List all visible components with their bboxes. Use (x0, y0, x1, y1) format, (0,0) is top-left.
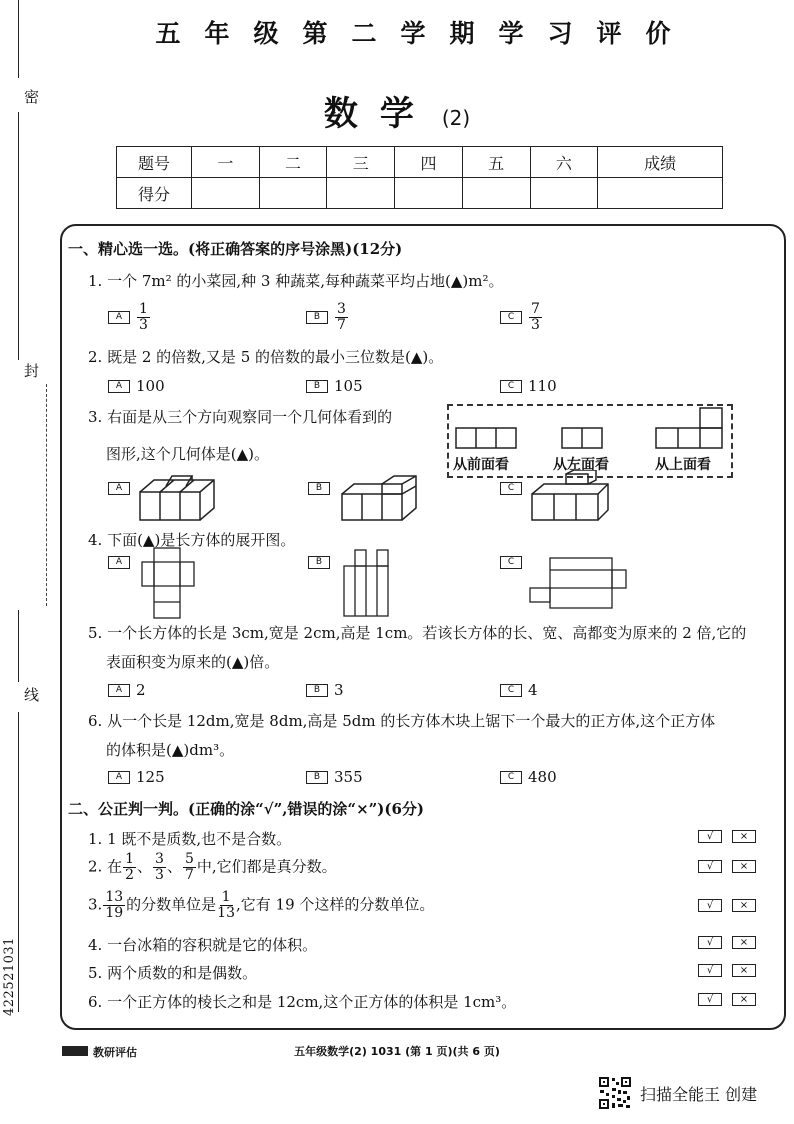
score-header-cell: 三 (327, 147, 395, 178)
tf-answer-2 (698, 860, 756, 873)
q4-option-c-bubble[interactable]: C (500, 556, 522, 569)
numerator: 1 (125, 851, 135, 867)
numerator: 1 (139, 301, 148, 317)
front-view-label: 从前面看 (453, 457, 509, 473)
binding-char-mi: 密 (24, 88, 40, 106)
text: 中,它们都是真分数。 (196, 857, 337, 876)
score-header-cell: 六 (530, 147, 598, 178)
score-cell[interactable] (327, 178, 395, 209)
true-box[interactable]: √ (698, 993, 722, 1006)
score-header-cell: 题号 (117, 147, 192, 178)
text: 2. 在 (88, 857, 123, 876)
tf-statement-2 (88, 852, 337, 883)
false-box[interactable]: × (732, 993, 756, 1006)
numerator: 1 (221, 889, 231, 905)
footer-publisher: 教研评估 (93, 1046, 137, 1059)
option-value: 3 (334, 681, 344, 699)
q6-option-a[interactable] (108, 768, 165, 786)
numerator: 3 (337, 301, 346, 317)
score-row-label: 得分 (117, 178, 192, 209)
true-box[interactable]: √ (698, 964, 722, 977)
q4-option-a-bubble[interactable]: A (108, 556, 130, 569)
fraction (123, 852, 136, 883)
q6-text-line2: 的体积是(▲)dm³。 (106, 741, 235, 759)
denominator: 19 (105, 905, 124, 921)
subject-title (0, 86, 794, 135)
option-value: 355 (334, 768, 363, 786)
scanner-watermark (598, 1076, 757, 1110)
score-header-cell: 一 (192, 147, 260, 178)
q3-option-a-solid (138, 474, 224, 522)
option-value: 480 (528, 768, 557, 786)
false-box[interactable]: × (732, 899, 756, 912)
option-bubble[interactable]: C (500, 311, 522, 324)
false-box[interactable]: × (732, 936, 756, 949)
q2-option-a[interactable] (108, 377, 165, 395)
option-value: 100 (136, 377, 165, 395)
q4-option-a-net (140, 546, 202, 620)
numerator: 13 (105, 889, 124, 905)
scanner-label: 扫描全能王 创建 (640, 1084, 758, 1104)
text: ,它有 19 个这样的分数单位。 (235, 895, 435, 914)
tf-answer-6 (698, 993, 756, 1006)
true-box[interactable]: √ (698, 860, 722, 873)
option-bubble[interactable]: B (306, 771, 328, 784)
q1-text: 1. 一个 7m² 的小菜园,种 3 种蔬菜,每种蔬菜平均占地(▲)m²。 (88, 272, 504, 290)
footer-page-info: 五年级数学(2) 1031 (第 1 页)(共 6 页) (294, 1045, 500, 1058)
subject-edition: (2) (441, 106, 471, 130)
false-box[interactable]: × (732, 964, 756, 977)
top-view-label: 从上面看 (655, 457, 711, 473)
true-box[interactable]: √ (698, 936, 722, 949)
binding-dashed-box (8, 384, 47, 606)
tf-statement-1: 1. 1 既不是质数,也不是合数。 (88, 830, 292, 848)
denominator: 3 (531, 317, 540, 333)
q3-option-c-bubble[interactable]: C (500, 482, 522, 495)
option-value: 105 (334, 377, 363, 395)
numerator: 7 (531, 301, 540, 317)
score-cell[interactable] (530, 178, 598, 209)
q2-text: 2. 既是 2 的倍数,又是 5 的倍数的最小三位数是(▲)。 (88, 348, 444, 366)
score-table-score-row (117, 178, 723, 209)
binding-id-number: 422521031 (2, 937, 17, 1016)
score-cell[interactable] (598, 178, 723, 209)
score-cell[interactable] (395, 178, 463, 209)
binding-strip (0, 0, 60, 1124)
score-header-cell: 成绩 (598, 147, 723, 178)
false-box[interactable]: × (732, 830, 756, 843)
denominator: 2 (125, 867, 135, 883)
q4-option-c-net (528, 556, 630, 612)
top-view-figure (655, 406, 725, 450)
binding-line (18, 712, 19, 1012)
q5-option-a[interactable] (108, 681, 146, 699)
option-value: 2 (136, 681, 146, 699)
option-bubble[interactable]: B (306, 684, 328, 697)
fraction (103, 890, 125, 921)
score-cell[interactable] (259, 178, 327, 209)
q3-option-a-bubble[interactable]: A (108, 482, 130, 495)
binding-char-xian: 线 (24, 686, 40, 704)
option-bubble[interactable]: B (306, 380, 328, 393)
q2-option-c[interactable] (500, 377, 557, 395)
q3-option-b-solid (340, 474, 426, 522)
denominator: 13 (217, 905, 235, 921)
score-cell[interactable] (192, 178, 260, 209)
numerator: 3 (155, 851, 164, 867)
score-cell[interactable] (462, 178, 530, 209)
q6-option-b[interactable] (306, 768, 363, 786)
q4-option-b-net (342, 548, 392, 620)
q5-option-c[interactable] (500, 681, 538, 699)
q1-option-a[interactable] (108, 302, 151, 333)
q2-option-b[interactable] (306, 377, 363, 395)
q5-option-b[interactable] (306, 681, 344, 699)
option-value: 110 (528, 377, 557, 395)
q4-option-b-bubble[interactable]: B (308, 556, 330, 569)
fraction (529, 302, 542, 333)
score-header-cell: 四 (395, 147, 463, 178)
denominator: 3 (155, 867, 164, 883)
q5-text-line2: 表面积变为原来的(▲)倍。 (106, 653, 280, 671)
option-bubble[interactable]: B (306, 311, 328, 324)
left-view-label: 从左面看 (553, 457, 609, 473)
option-bubble[interactable]: A (108, 311, 130, 324)
tf-statement-5: 5. 两个质数的和是偶数。 (88, 964, 258, 982)
fraction (217, 890, 235, 921)
q3-text-line2: 图形,这个几何体是(▲)。 (106, 445, 270, 463)
denominator: 7 (337, 317, 346, 333)
section2-heading: 二、公正判一判。(正确的涂“√”,错误的涂“×”)(6分) (68, 800, 424, 818)
option-bubble[interactable]: A (108, 380, 130, 393)
exam-title: 五年级第二学期学习评价 (155, 19, 695, 48)
binding-char-feng: 封 (24, 362, 40, 380)
q5-text-line1: 5. 一个长方体的长是 3cm,宽是 2cm,高是 1cm。若该长方体的长、宽、高都变为原来的 2 倍,它的 (88, 624, 747, 642)
tf-statement-4: 4. 一台冰箱的容积就是它的体积。 (88, 936, 318, 954)
fraction (183, 852, 196, 883)
tf-statement-6: 6. 一个正方体的棱长之和是 12cm,这个正方体的体积是 1cm³。 (88, 993, 517, 1011)
numerator: 5 (184, 851, 194, 867)
q3-option-c-solid (530, 470, 616, 522)
fraction (153, 852, 166, 883)
score-header-cell: 二 (259, 147, 327, 178)
q1-option-b[interactable] (306, 302, 349, 333)
option-bubble[interactable]: C (500, 380, 522, 393)
q3-text-line1: 3. 右面是从三个方向观察同一个几何体看到的 (88, 408, 393, 426)
q3-option-b-bubble[interactable]: B (308, 482, 330, 495)
denominator: 7 (184, 867, 194, 883)
q1-option-c[interactable] (500, 302, 543, 333)
option-bubble[interactable]: C (500, 771, 522, 784)
option-bubble[interactable]: A (108, 684, 130, 697)
text: 的分数单位是 (126, 895, 217, 914)
option-bubble[interactable]: C (500, 684, 522, 697)
left-view-figure (561, 426, 605, 450)
section1-heading: 一、精心选一选。(将正确答案的序号涂黑)(12分) (68, 240, 403, 258)
tf-answer-3 (698, 899, 756, 912)
qr-code-icon (598, 1076, 632, 1110)
fraction (137, 302, 150, 333)
score-table-header-row (117, 147, 723, 178)
fraction (335, 302, 348, 333)
binding-line (18, 610, 19, 682)
true-box[interactable]: √ (698, 830, 722, 843)
text: 、 (166, 857, 182, 876)
denominator: 3 (139, 317, 148, 333)
q6-option-c[interactable] (500, 768, 557, 786)
front-view-figure (455, 426, 519, 450)
q6-text-line1: 6. 从一个长是 12dm,宽是 8dm,高是 5dm 的长方体木块上锯下一个最大的正方体,这个正方体 (88, 712, 716, 730)
three-views-box (447, 404, 733, 478)
tf-answer-4 (698, 936, 756, 949)
tf-answer-5 (698, 964, 756, 977)
binding-line (18, 0, 19, 78)
true-box[interactable]: √ (698, 899, 722, 912)
option-bubble[interactable]: A (108, 771, 130, 784)
text: 3. (88, 895, 103, 914)
score-table (116, 146, 723, 209)
binding-line (18, 112, 19, 360)
text: 、 (137, 857, 153, 876)
subject-name: 数学 (323, 94, 436, 134)
false-box[interactable]: × (732, 860, 756, 873)
q4-text: 4. 下面(▲)是长方体的展开图。 (88, 531, 296, 549)
tf-answer-1 (698, 830, 756, 843)
tf-statement-3 (88, 890, 434, 921)
option-value: 4 (528, 681, 538, 699)
score-header-cell: 五 (462, 147, 530, 178)
option-value: 125 (136, 768, 165, 786)
